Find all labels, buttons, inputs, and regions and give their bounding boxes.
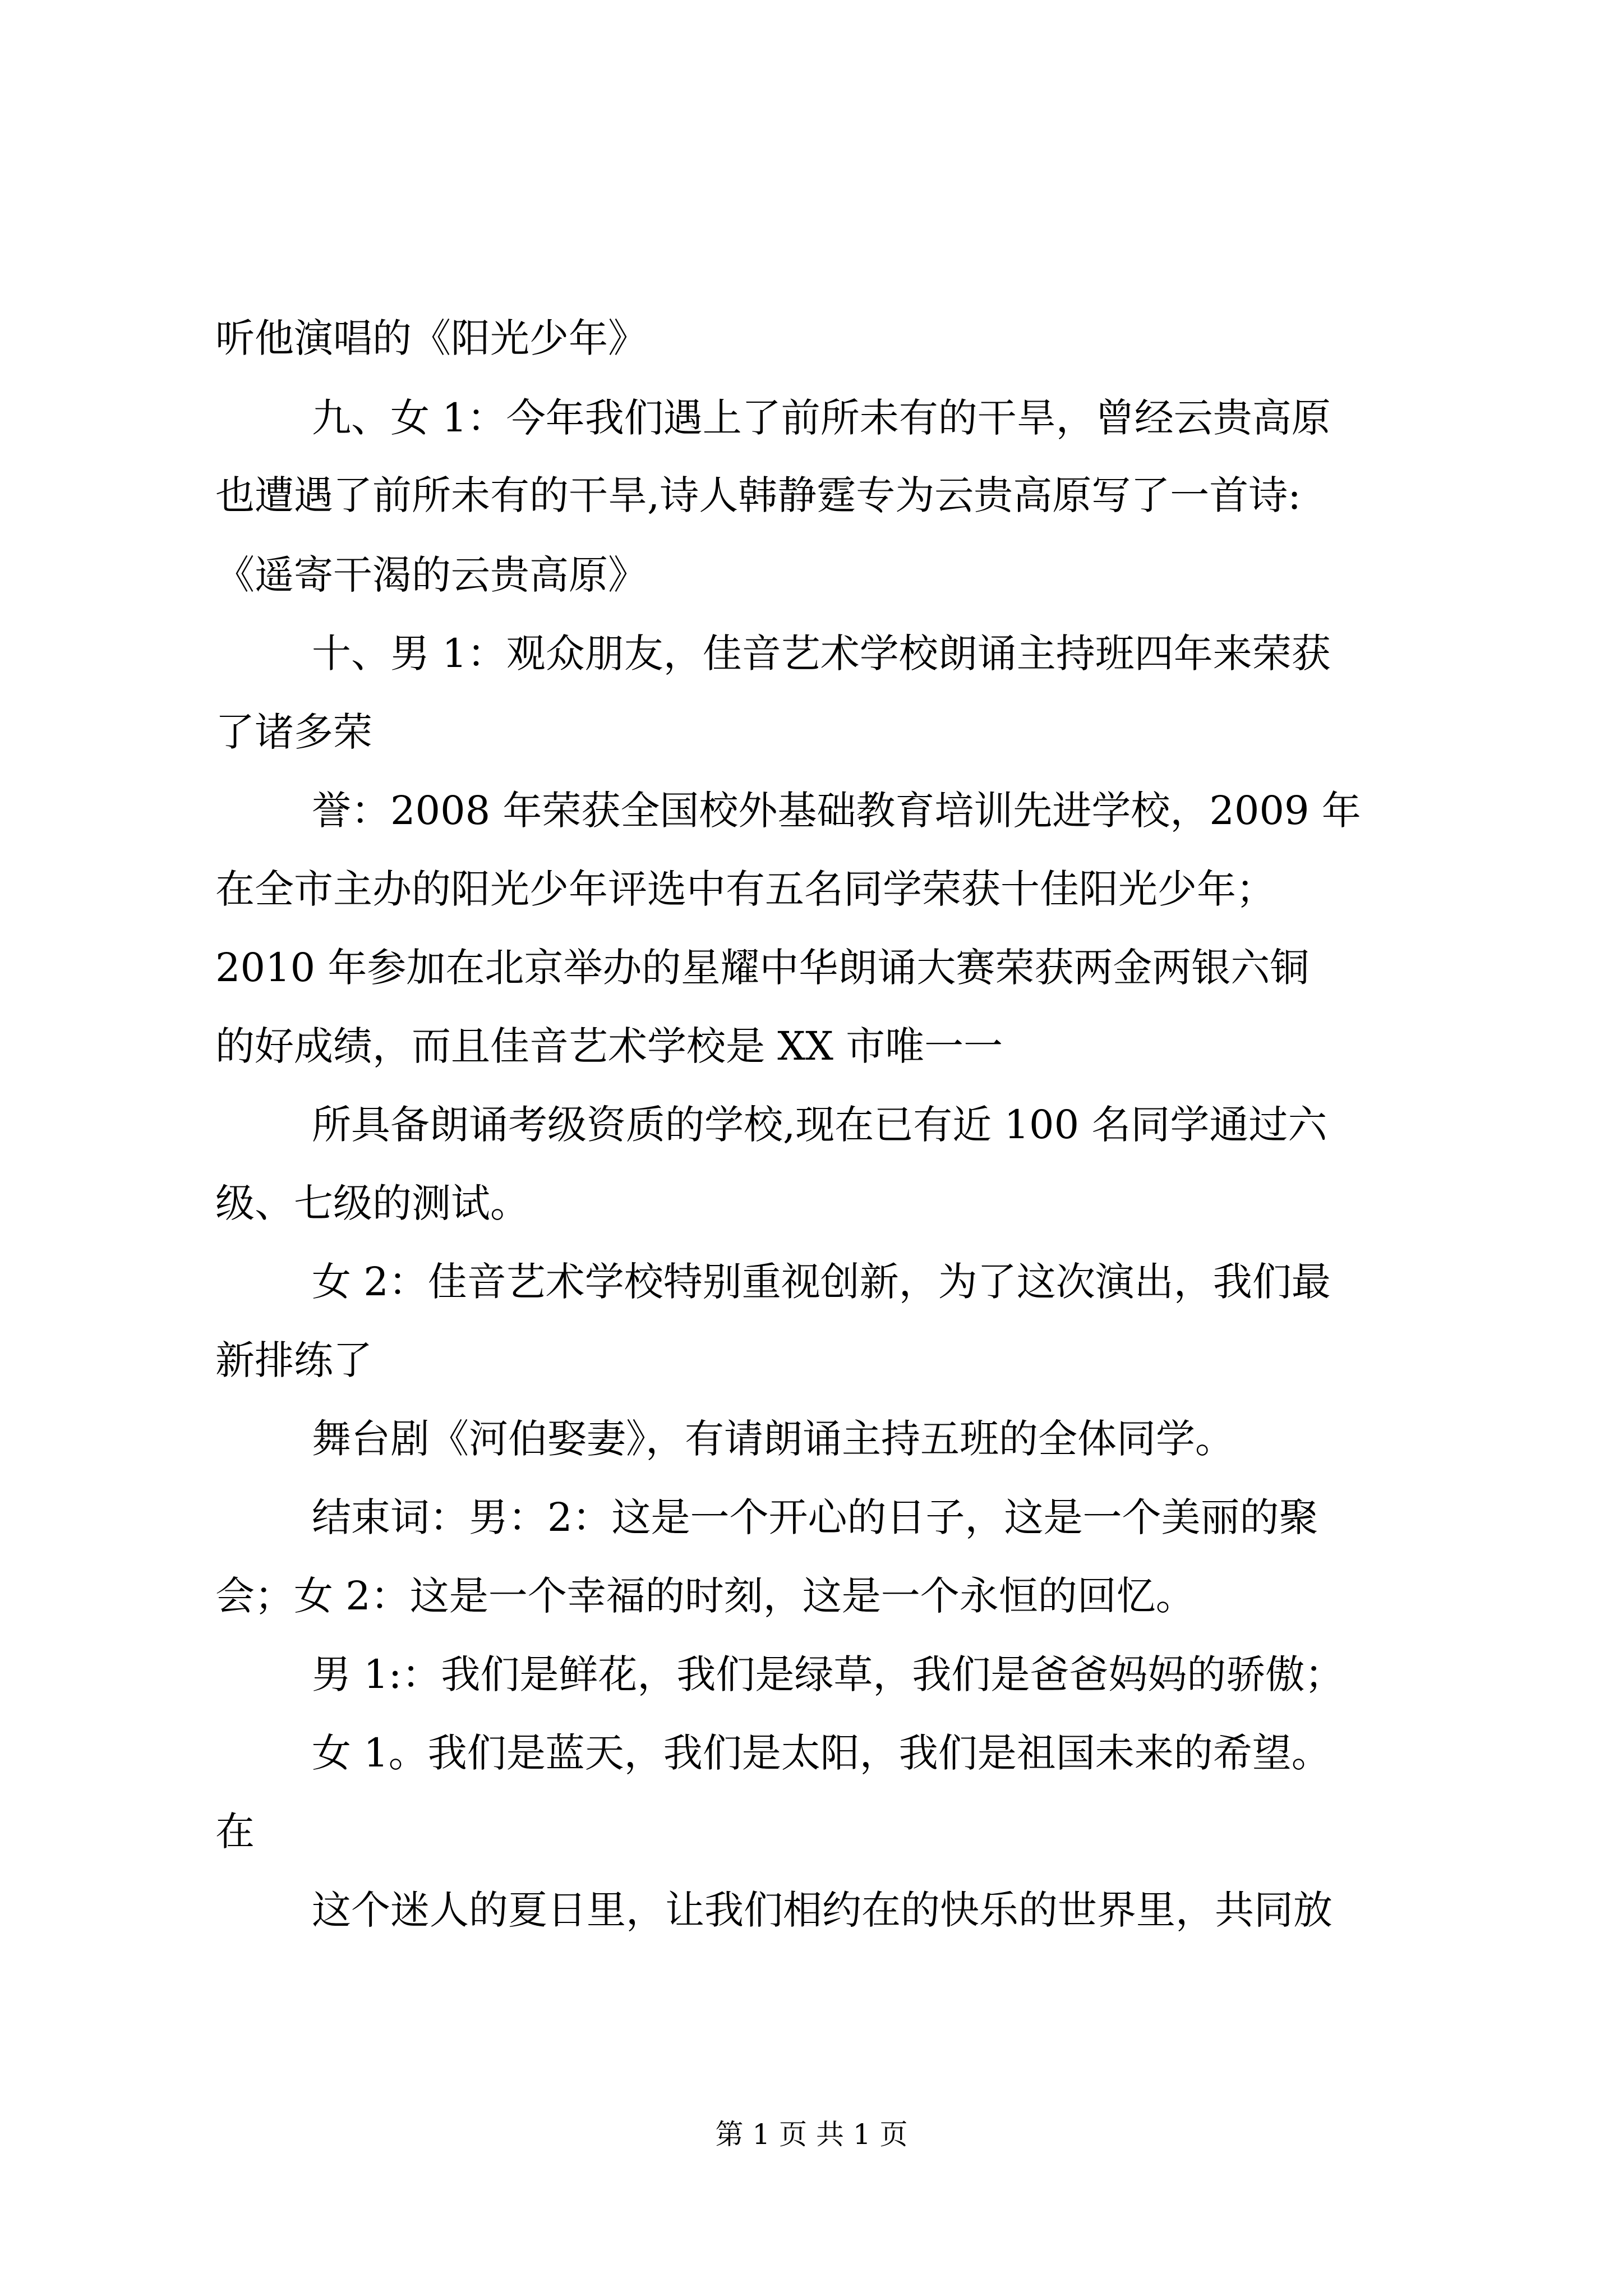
- text-line: 听他演唱的《阳光少年》: [215, 315, 647, 361]
- text-line: 女 1。我们是蓝天，我们是太阳，我们是祖国未来的希望。: [312, 1730, 1331, 1776]
- text-line: 会；女 2：这是一个幸福的时刻，这是一个永恒的回忆。: [215, 1573, 1195, 1619]
- text-line: 了诸多荣: [215, 709, 372, 755]
- text-line: 十、男 1：观众朋友，佳音艺术学校朗诵主持班四年来荣获: [312, 631, 1331, 677]
- text-line: 男 1:：我们是鲜花，我们是绿草，我们是爸爸妈妈的骄傲；: [312, 1651, 1344, 1697]
- text-line: 也遭遇了前所未有的干旱,诗人韩静霆专为云贵高原写了一首诗:: [215, 472, 1301, 518]
- text-line: 在: [215, 1809, 255, 1855]
- text-line: 誉：2008 年荣获全国校外基础教育培训先进学校，2009 年: [312, 788, 1361, 834]
- text-line: 九、女 1：今年我们遇上了前所未有的干旱，曾经云贵高原: [312, 395, 1331, 441]
- page-number-footer: 第 1 页 共 1 页: [715, 2118, 908, 2151]
- text-line: 在全市主办的阳光少年评选中有五名同学荣获十佳阳光少年；: [215, 866, 1275, 912]
- text-line: 新排练了: [215, 1337, 372, 1383]
- text-line: 《遥寄干渴的云贵高原》: [215, 552, 647, 598]
- text-line: 的好成绩，而且佳音艺术学校是 XX 市唯一一: [215, 1023, 1003, 1069]
- text-line: 这个迷人的夏日里，让我们相约在的快乐的世界里，共同放: [312, 1887, 1332, 1933]
- text-line: 2010 年参加在北京举办的星耀中华朗诵大赛荣获两金两银六铜: [215, 945, 1310, 991]
- text-line: 舞台剧《河伯娶妻》，有请朗诵主持五班的全体同学。: [312, 1416, 1234, 1462]
- text-line: 女 2：佳音艺术学校特别重视创新，为了这次演出，我们最: [312, 1259, 1331, 1305]
- text-line: 级、七级的测试。: [215, 1180, 529, 1226]
- text-line: 结束词：男：2：这是一个开心的日子，这是一个美丽的聚: [312, 1494, 1318, 1540]
- text-line: 所具备朗诵考级资质的学校,现在已有近 100 名同学通过六: [312, 1102, 1327, 1148]
